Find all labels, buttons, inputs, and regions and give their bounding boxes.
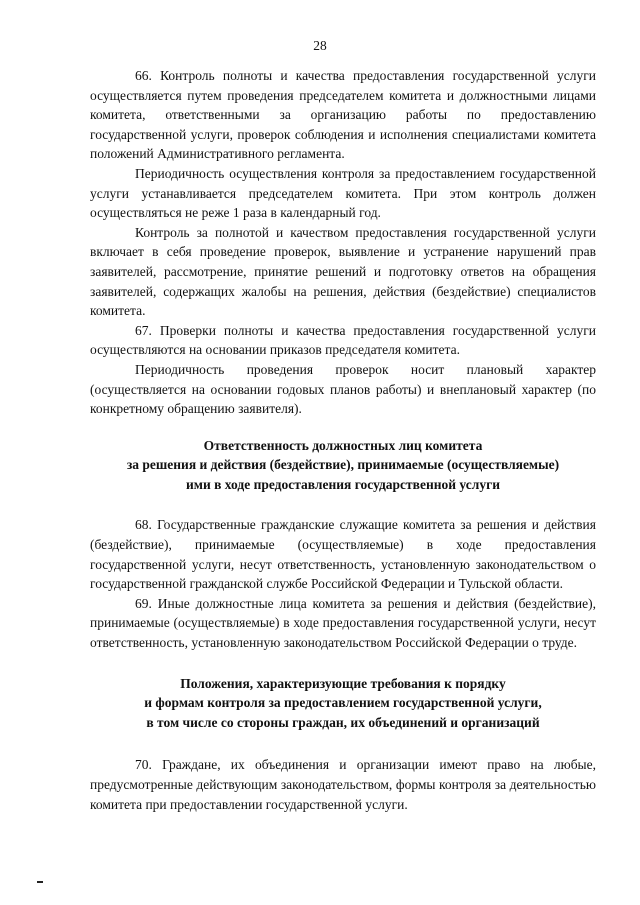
paragraph-66: 66. Контроль полноты и качества предоставления государственной услуги осуществляется путем проведения председателем комитета и должностными лицами комитета, ответственными за организацию работы по предоставлению государственной услуги, проверок соблюдения и исполнения специалистами комитета положений Административного регламента. <box>90 68 596 162</box>
section-heading-responsibility <box>90 436 596 495</box>
paragraph-check-periodicity: Периодичность проведения проверок носит плановый характер (осуществляется на основании годовых планов работы) и внеплановый характер (по конкретному обращению заявителя). <box>90 361 596 417</box>
heading-line: Ответственность должностных лиц комитета <box>203 437 483 453</box>
paragraph-67: 67. Проверки полноты и качества предоставления государственной услуги осуществляются на основании приказов председателя комитета. <box>90 322 596 358</box>
heading-line: за решения и действия (бездействие), принимаемые (осуществляемые) <box>126 457 560 473</box>
paragraph-68: 68. Государственные гражданские служащие комитета за решения и действия (бездействие), принимаемые (осуществляемые) в ходе предоставления государственной услуги, несут ответственность, установленную законодательством о государственной гражданской службе Российской Федерации и Тульской области. <box>90 517 596 592</box>
section-heading-control-requirements <box>90 674 596 733</box>
margin-dash-mark <box>37 881 43 883</box>
paragraph-69: 69. Иные должностные лица комитета за решения и действия (бездействие), принимаемые (осуществляемые) в ходе предоставления государственной услуги, несут ответственность, установленную законодательством Российской Федерации о труде. <box>90 595 596 651</box>
paragraph-control-scope: Контроль за полнотой и качеством предоставления государственной услуги включает в себя проведение проверок, выявление и устранение нарушений прав заявителей, рассмотрение, принятие решений и подготовку ответов на обращения заявителей, содержащих жалобы на решения, действия (бездействие) специалистов комитета. <box>90 224 596 319</box>
paragraph-70: 70. Граждане, их объединения и организации имеют право на любые, предусмотренные действующим законодательством, формы контроля за деятельностью комитета при предоставлении государственной услуги. <box>90 757 596 812</box>
heading-line: ими в ходе предоставления государственной услуги <box>186 476 500 492</box>
heading-line: Положения, характеризующие требования к порядку <box>180 675 506 691</box>
page-number: 28 <box>313 38 327 53</box>
page-content <box>90 66 596 814</box>
heading-line: в том числе со стороны граждан, их объединений и организаций <box>146 714 540 730</box>
paragraph-control-periodicity: Периодичность осуществления контроля за предоставлением государственной услуги устанавливается председателем комитета. При этом контроль должен осуществляться не реже 1 раза в календарный год. <box>90 165 596 221</box>
heading-line: и формам контроля за предоставлением государственной услуги, <box>144 695 542 711</box>
